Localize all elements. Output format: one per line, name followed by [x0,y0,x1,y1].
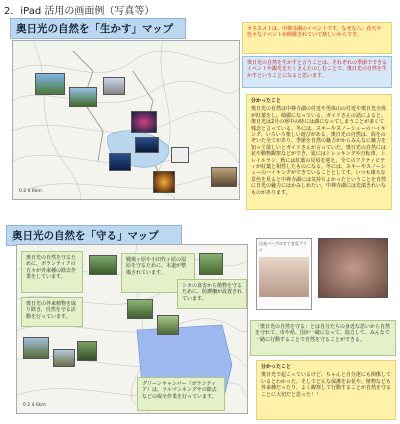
photo-event-night [131,111,157,133]
photo-mountain [35,73,65,95]
photo-lake-night [135,137,159,153]
photo-white [171,147,189,163]
found-title-1: 分かったこと [251,98,282,104]
photo-students [318,238,388,298]
found-note-2 [256,360,396,420]
found-note-1 [246,94,392,210]
card-bottom: グリーンキャンパー（ボランティア）は、ツルマンネングサの除去などの保全作業を行っています。 [137,377,225,411]
found-title-2: 分かったこと [261,364,292,370]
topo-map-1 [13,41,240,200]
map-scale-1: 0 2 4 6km [19,189,42,194]
photo-fireworks-2 [153,171,175,193]
recommend-note: オススメ１は、中禅寺湖のイベントです。なぜなら、花火や色々なイベントが開催されていて楽しいからです。 [242,22,392,54]
photo-sign [103,77,125,95]
photo-boardwalk [127,299,153,319]
found-text-2: 奥日光で起こっているけど、ちゃんと自分達にも関係しているとわかった。そしてどんな保護をお花や、植物なども外来種だったり、よく観察して行動することが自然を守ることに大切だと思った！！ [261,372,392,398]
found-text-1: 奥日光の自然は中禅寺湖の付近や男体山の付近や奥日光全体が紅葉をし、綺麗になっている。ガイドさんの話によると、奥日光は2月の寒中の時には湖になってしまうことが多くて残念と言っている。冬には、スキーやスノーシューのハイキング、いろいろ楽しい遊びがある。奥日光の自然は、海をのぞいた全てがあり、季節を自然の魅力がからみんなに魅力を知って欲しいとガイドさんが言っていた。奥日光の自然には花や動物観察などができ、夏にはトレッキングや自転車、トレイルラン、秋には紅葉の見頃を迎え、全てのアクティビティが紅葉と相性したものになる。冬には、スキーやスノーシューのハイキングができていることとしてす。いつも雄大な景色を見ると中禅寺湖には気持ちよかったということを自然に日光の魅力にはかみしめたい。中禅寺湖には先端きれいなものがあります。 [251,106,387,196]
photo-field [53,349,75,367]
photo-fireworks [109,153,131,171]
card-left-bottom: 奥日光の外来植物を取り除き、自然を守る活動を行っています。 [21,297,83,327]
photo-plant [77,341,97,361]
photo-fence [199,253,223,275]
photo-meadow [23,337,49,359]
card-right-top: シカの食害から植物を守るために、防護柵が設置されています。 [177,279,247,309]
meaning-note: 奥日光の自然を生かすと言うことは、それぞれの季節でできるイベントや観光をたくさんたのしむことで、奥日光の自然を生かすということになると思います。 [242,56,392,88]
protect-meaning-note: 「奥日光の自然を守る」とは自分たちの身近な思いから自然を守れて、市や県、国が一緒になって、協力して、みんなで一緒に行動することで自然を守ることができる。 [250,320,396,356]
map-scale-2: 0 2 4 6km [23,403,46,408]
poster-image [256,238,312,310]
page-header: 2．iPad 活用の画面例（写真等） [4,6,155,17]
poster-title: 日光ハーブのすてきなプラン [259,241,307,252]
section2-title: 奥日光の自然を「守る」マップ [6,225,182,246]
poster-photo [259,257,309,297]
photo-marsh [157,315,179,335]
photo-forest [69,87,97,107]
section1-map[interactable] [12,40,240,200]
section2-map[interactable] [16,244,248,414]
card-center: 戦場ヶ原や小田代ヶ原の湿原を守るために、木道が整備されています。 [121,253,195,293]
section1-title: 奥日光の自然を「生かす」マップ [10,18,186,39]
photo-rock [211,167,237,187]
photo-volunteers [89,255,117,275]
card-left-top: 奥日光の自然を守るために、ボランティアの方々が外来種の除去作業をしています。 [21,251,83,293]
